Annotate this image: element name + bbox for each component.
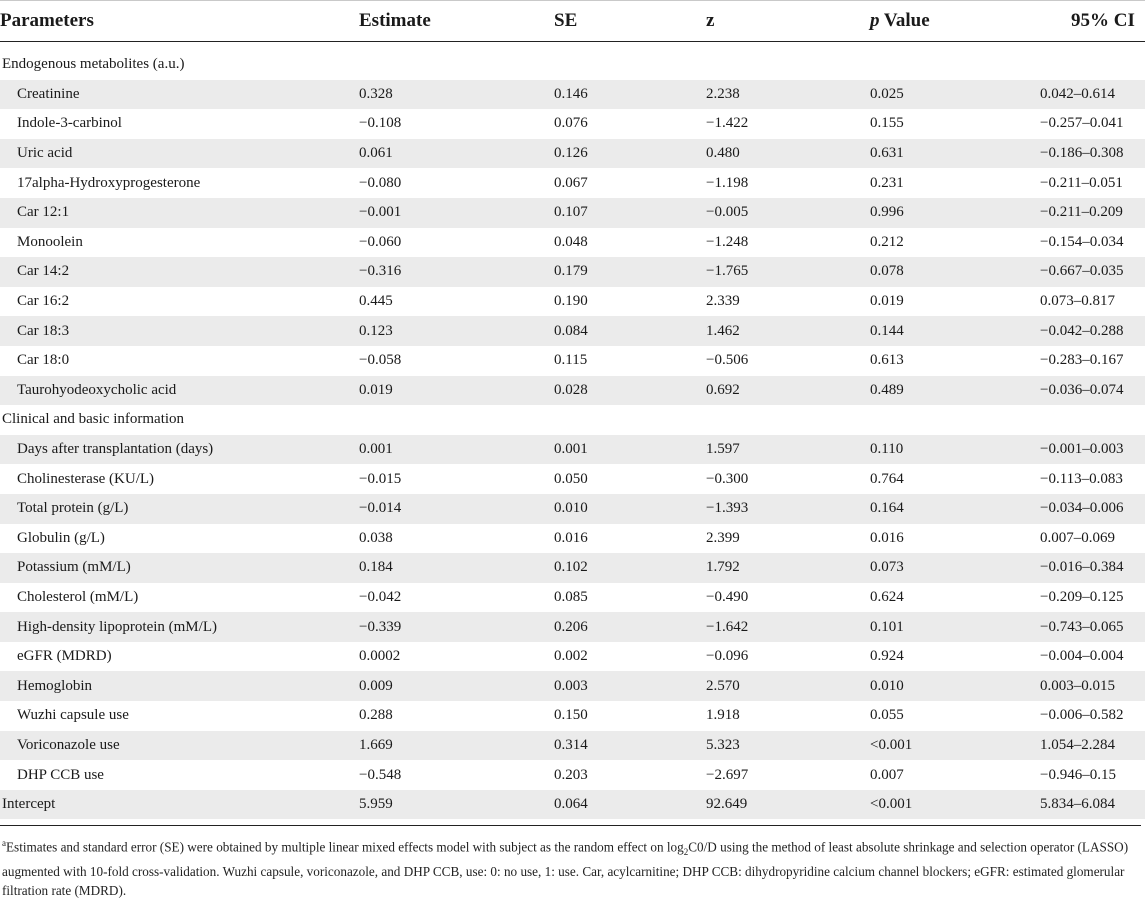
cell-p-value: 0.231 <box>870 174 904 191</box>
table-row <box>0 257 1145 287</box>
cell-parameter: Voriconazole use <box>17 736 120 753</box>
cell-parameter: Hemoglobin <box>17 677 92 694</box>
cell-se: 0.076 <box>554 115 588 132</box>
cell-se: 0.107 <box>554 204 588 221</box>
cell-z: −0.506 <box>706 352 749 369</box>
cell-parameter: DHP CCB use <box>17 766 104 783</box>
cell-estimate: −0.548 <box>359 766 402 783</box>
table-row <box>0 80 1145 110</box>
section-heading-row <box>0 50 1145 80</box>
cell-p-value: 0.025 <box>870 85 904 102</box>
header-ci: 95% CI <box>1071 10 1135 31</box>
cell-z: −1.393 <box>706 500 749 517</box>
cell-ci: −0.004–0.004 <box>1040 648 1124 665</box>
cell-ci: 1.054–2.284 <box>1040 736 1115 753</box>
table-row <box>0 583 1145 613</box>
cell-parameter: Indole-3-carbinol <box>17 115 122 132</box>
cell-se: 0.064 <box>554 796 588 813</box>
cell-estimate: −0.316 <box>359 263 402 280</box>
cell-z: −0.490 <box>706 588 749 605</box>
cell-estimate: −0.015 <box>359 470 402 487</box>
cell-parameter: Cholesterol (mM/L) <box>17 588 139 605</box>
table-row <box>0 168 1145 198</box>
cell-parameter: Globulin (g/L) <box>17 529 105 546</box>
header-parameters: Parameters <box>0 10 94 31</box>
cell-p-value: 0.078 <box>870 263 904 280</box>
cell-z: −1.642 <box>706 618 749 635</box>
cell-se: 0.084 <box>554 322 588 339</box>
cell-parameter: Car 12:1 <box>17 204 70 221</box>
cell-estimate: −0.058 <box>359 352 402 369</box>
cell-p-value: <0.001 <box>870 736 913 753</box>
cell-se: 0.203 <box>554 766 588 783</box>
cell-estimate: 0.0002 <box>359 648 401 665</box>
cell-se: 0.050 <box>554 470 588 487</box>
cell-p-value: 0.924 <box>870 648 904 665</box>
cell-parameter: Days after transplantation (days) <box>17 441 214 458</box>
cell-parameter: Wuzhi capsule use <box>17 707 129 724</box>
cell-estimate: 0.001 <box>359 441 393 458</box>
cell-estimate: 0.038 <box>359 529 393 546</box>
table-row <box>0 139 1145 169</box>
cell-z: −1.765 <box>706 263 749 280</box>
cell-ci: −0.211–0.209 <box>1040 204 1123 221</box>
cell-ci: 0.073–0.817 <box>1040 293 1115 310</box>
cell-ci: −0.001–0.003 <box>1040 441 1124 458</box>
cell-p-value: 0.631 <box>870 145 904 162</box>
cell-z: 0.480 <box>706 145 740 162</box>
cell-ci: −0.016–0.384 <box>1040 559 1124 576</box>
cell-parameter: eGFR (MDRD) <box>17 648 112 665</box>
table-row <box>0 198 1145 228</box>
cell-p-value: 0.164 <box>870 500 904 517</box>
cell-p-value: 0.101 <box>870 618 904 635</box>
cell-ci: −0.667–0.035 <box>1040 263 1124 280</box>
cell-p-value: <0.001 <box>870 796 913 813</box>
header-estimate: Estimate <box>359 10 431 31</box>
cell-se: 0.067 <box>554 174 588 191</box>
cell-ci: 0.042–0.614 <box>1040 85 1115 102</box>
table-row <box>0 435 1145 465</box>
header-value-word: Value <box>883 10 930 31</box>
table-row <box>0 612 1145 642</box>
cell-z: 1.462 <box>706 322 740 339</box>
cell-se: 0.002 <box>554 648 588 665</box>
cell-z: −0.096 <box>706 648 749 665</box>
cell-z: 1.597 <box>706 441 740 458</box>
cell-se: 0.146 <box>554 85 588 102</box>
table-row <box>0 346 1145 376</box>
table-row <box>0 553 1145 583</box>
cell-ci: 5.834–6.084 <box>1040 796 1115 813</box>
cell-estimate: 0.009 <box>359 677 393 694</box>
cell-z: 2.238 <box>706 85 740 102</box>
cell-p-value: 0.155 <box>870 115 904 132</box>
cell-parameter: Uric acid <box>17 145 73 162</box>
cell-p-value: 0.010 <box>870 677 904 694</box>
cell-estimate: 0.328 <box>359 85 393 102</box>
cell-z: −1.248 <box>706 233 749 250</box>
cell-se: 0.048 <box>554 233 588 250</box>
table-row <box>0 642 1145 672</box>
header-se: SE <box>554 10 578 31</box>
cell-ci: −0.113–0.083 <box>1040 470 1123 487</box>
cell-z: 0.692 <box>706 381 740 398</box>
cell-parameter: Intercept <box>2 796 56 813</box>
cell-estimate: −0.339 <box>359 618 402 635</box>
cell-se: 0.085 <box>554 588 588 605</box>
table-header <box>0 0 1145 42</box>
table-row <box>0 228 1145 258</box>
cell-z: −1.198 <box>706 174 749 191</box>
table-body <box>0 50 1145 819</box>
cell-se: 0.206 <box>554 618 588 635</box>
table-row <box>0 760 1145 790</box>
header-p-value <box>870 10 930 32</box>
cell-estimate: −0.060 <box>359 233 402 250</box>
table-row <box>0 464 1145 494</box>
table-row <box>0 316 1145 346</box>
cell-p-value: 0.007 <box>870 766 904 783</box>
cell-estimate: 0.445 <box>359 293 393 310</box>
cell-se: 0.126 <box>554 145 588 162</box>
cell-parameter: Cholinesterase (KU/L) <box>17 470 155 487</box>
cell-p-value: 0.489 <box>870 381 904 398</box>
table-row <box>0 109 1145 139</box>
cell-parameter: Creatinine <box>17 85 80 102</box>
cell-ci: −0.154–0.034 <box>1040 233 1124 250</box>
cell-ci: 0.007–0.069 <box>1040 529 1115 546</box>
cell-parameter: High-density lipoprotein (mM/L) <box>17 618 217 635</box>
cell-p-value: 0.996 <box>870 204 904 221</box>
table-row <box>0 376 1145 406</box>
cell-se: 0.016 <box>554 529 588 546</box>
cell-ci: −0.257–0.041 <box>1040 115 1124 132</box>
cell-estimate: 0.288 <box>359 707 393 724</box>
cell-estimate: −0.014 <box>359 500 402 517</box>
cell-estimate: −0.080 <box>359 174 402 191</box>
cell-estimate: 1.669 <box>359 736 393 753</box>
cell-p-value: 0.212 <box>870 233 904 250</box>
cell-parameter: Total protein (g/L) <box>17 500 129 517</box>
footnote-subscript: 2 <box>683 847 689 858</box>
cell-z: 2.339 <box>706 293 740 310</box>
cell-ci: −0.042–0.288 <box>1040 322 1124 339</box>
cell-p-value: 0.624 <box>870 588 904 605</box>
cell-ci: −0.209–0.125 <box>1040 588 1124 605</box>
footnote-text-2: C0/D using the method of least absolute shrinkage and selection operator (LASSO) augmented with 10-fold cross-validation. Wuzhi capsule, voriconazole, and DHP CCB, use: 0: no use, 1: use. Car, acylcarnitine; DHP CCB: dihydropyridine calcium channel blockers; eGFR: estimated glomerular filtration rate (MDRD). <box>2 839 1129 899</box>
cell-ci: −0.036–0.074 <box>1040 381 1124 398</box>
cell-ci: −0.034–0.006 <box>1040 500 1124 517</box>
cell-z: 1.918 <box>706 707 740 724</box>
cell-p-value: 0.613 <box>870 352 904 369</box>
cell-parameter: Car 18:3 <box>17 322 70 339</box>
cell-z: 1.792 <box>706 559 740 576</box>
cell-se: 0.102 <box>554 559 588 576</box>
header-z: z <box>706 10 715 31</box>
cell-estimate: −0.108 <box>359 115 402 132</box>
cell-se: 0.150 <box>554 707 588 724</box>
table-row <box>0 731 1145 761</box>
cell-z: 2.570 <box>706 677 740 694</box>
cell-p-value: 0.073 <box>870 559 904 576</box>
cell-z: −1.422 <box>706 115 749 132</box>
header-spacer <box>0 42 1145 50</box>
table-row <box>0 494 1145 524</box>
section-heading-row <box>0 405 1145 435</box>
cell-parameter: Taurohyodeoxycholic acid <box>17 381 177 398</box>
footnote-marker: a <box>2 838 6 849</box>
cell-ci: −0.186–0.308 <box>1040 145 1124 162</box>
cell-se: 0.115 <box>554 352 588 369</box>
cell-z: −2.697 <box>706 766 749 783</box>
cell-se: 0.190 <box>554 293 588 310</box>
cell-parameter: Car 14:2 <box>17 263 70 280</box>
table-row <box>0 287 1145 317</box>
cell-z: −0.300 <box>706 470 749 487</box>
cell-p-value: 0.110 <box>870 441 904 458</box>
cell-estimate: 0.019 <box>359 381 393 398</box>
cell-z: 92.649 <box>706 796 748 813</box>
cell-parameter: Car 16:2 <box>17 293 70 310</box>
cell-estimate: 5.959 <box>359 796 393 813</box>
cell-p-value: 0.055 <box>870 707 904 724</box>
cell-z: 5.323 <box>706 736 740 753</box>
cell-estimate: 0.061 <box>359 145 393 162</box>
table-row <box>0 524 1145 554</box>
cell-estimate: −0.001 <box>359 204 402 221</box>
cell-estimate: −0.042 <box>359 588 402 605</box>
cell-ci: −0.946–0.15 <box>1040 766 1116 783</box>
cell-p-value: 0.019 <box>870 293 904 310</box>
cell-ci: −0.006–0.582 <box>1040 707 1124 724</box>
cell-se: 0.010 <box>554 500 588 517</box>
cell-z: −0.005 <box>706 204 749 221</box>
cell-se: 0.028 <box>554 381 588 398</box>
cell-parameter: 17alpha-Hydroxyprogesterone <box>17 174 201 191</box>
cell-p-value: 0.016 <box>870 529 904 546</box>
cell-parameter: Monoolein <box>17 233 83 250</box>
cell-se: 0.003 <box>554 677 588 694</box>
cell-p-value: 0.764 <box>870 470 904 487</box>
cell-ci: −0.283–0.167 <box>1040 352 1124 369</box>
cell-estimate: 0.123 <box>359 322 393 339</box>
cell-parameter: Potassium (mM/L) <box>17 559 131 576</box>
table-row <box>0 671 1145 701</box>
cell-ci: −0.743–0.065 <box>1040 618 1124 635</box>
cell-estimate: 0.184 <box>359 559 393 576</box>
cell-z: 2.399 <box>706 529 740 546</box>
cell-se: 0.179 <box>554 263 588 280</box>
cell-ci: −0.211–0.051 <box>1040 174 1123 191</box>
table-footnote <box>0 825 1141 900</box>
cell-p-value: 0.144 <box>870 322 904 339</box>
section-heading: Clinical and basic information <box>2 411 185 428</box>
section-heading: Endogenous metabolites (a.u.) <box>2 56 185 73</box>
cell-ci: 0.003–0.015 <box>1040 677 1115 694</box>
header-p-symbol: p <box>870 10 880 31</box>
cell-se: 0.314 <box>554 736 588 753</box>
table-row <box>0 701 1145 731</box>
footnote-text-1: Estimates and standard error (SE) were obtained by multiple linear mixed effects model with subject as the random effect on log <box>6 839 684 855</box>
intercept-row <box>0 790 1145 820</box>
cell-parameter: Car 18:0 <box>17 352 70 369</box>
cell-se: 0.001 <box>554 441 588 458</box>
